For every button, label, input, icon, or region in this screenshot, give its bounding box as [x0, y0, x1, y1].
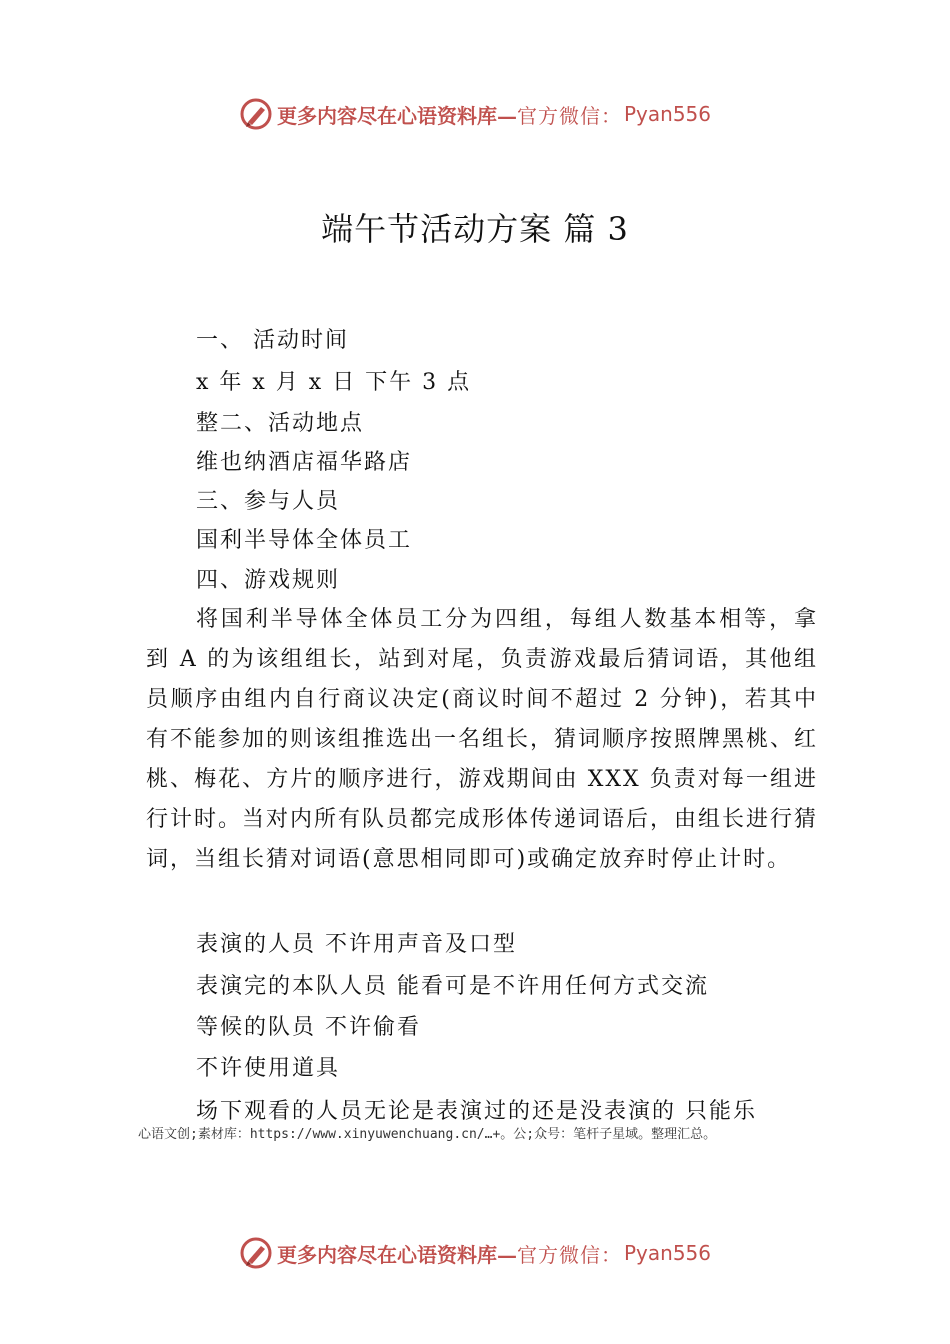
header-banner: [0, 94, 950, 134]
banner-wechat-label: 官方微信：: [516, 103, 622, 128]
footer-note: 心语文创;素材库：https://www.xinyuwenchuang.cn/…+。公;众号：笔杆子星域。整理汇总。: [138, 1127, 717, 1142]
banner-text: 更多内容尽在心语资料库—: [276, 103, 517, 128]
section-heading-time: 一、 活动时间: [196, 328, 349, 353]
rules-paragraph: 将国利半导体全体员工分为四组，每组人数基本相等，拿到 A 的为该组组长，站到对尾，负责游戏最后猜词语，其他组员顺序由组内自行商议决定(商议时间不超过 2 分钟)，若其中有不能参加的则该组推选出一名组长，猜词顺序按照牌黑桃、红桃、梅花、方片的顺序进行，游戏期间由 XXX 负责对每一组进行计时。当对内所有队员都完成形体传递词语后，由组长进行猜词，当组长猜对词语(意思相同即可)或确定放弃时停止计时。: [146, 607, 819, 872]
rule-team: 表演完的本队人员 能看可是不许用任何方式交流: [196, 974, 709, 999]
rule-audience: 场下观看的人员无论是表演过的还是没表演的 只能乐: [196, 1099, 757, 1124]
event-location: 维也纳酒店福华路店: [196, 450, 413, 475]
document-title: 端午节活动方案 篇 3: [321, 210, 629, 248]
pen-seal-logo-icon: [239, 1236, 273, 1270]
banner-wechat-id: Pyan556: [623, 102, 711, 126]
rule-props: 不许使用道具: [196, 1056, 341, 1081]
rule-performer: 表演的人员 不许用声音及口型: [196, 932, 517, 957]
section-heading-participants: 三、参与人员: [196, 489, 341, 514]
rule-waiting: 等候的队员 不许偷看: [196, 1015, 421, 1040]
section-heading-rules: 四、游戏规则: [196, 568, 341, 593]
banner-wechat-id: Pyan556: [623, 1241, 711, 1265]
banner-text: 更多内容尽在心语资料库—: [276, 1242, 517, 1267]
event-time: x 年 x 月 x 日 下午 3 点: [196, 370, 472, 395]
pen-seal-logo-icon: [239, 97, 273, 131]
section-heading-location: 整二、活动地点: [196, 411, 365, 436]
footer-banner: [0, 1233, 950, 1273]
event-participants: 国利半导体全体员工: [196, 528, 413, 553]
banner-wechat-label: 官方微信：: [516, 1242, 622, 1267]
